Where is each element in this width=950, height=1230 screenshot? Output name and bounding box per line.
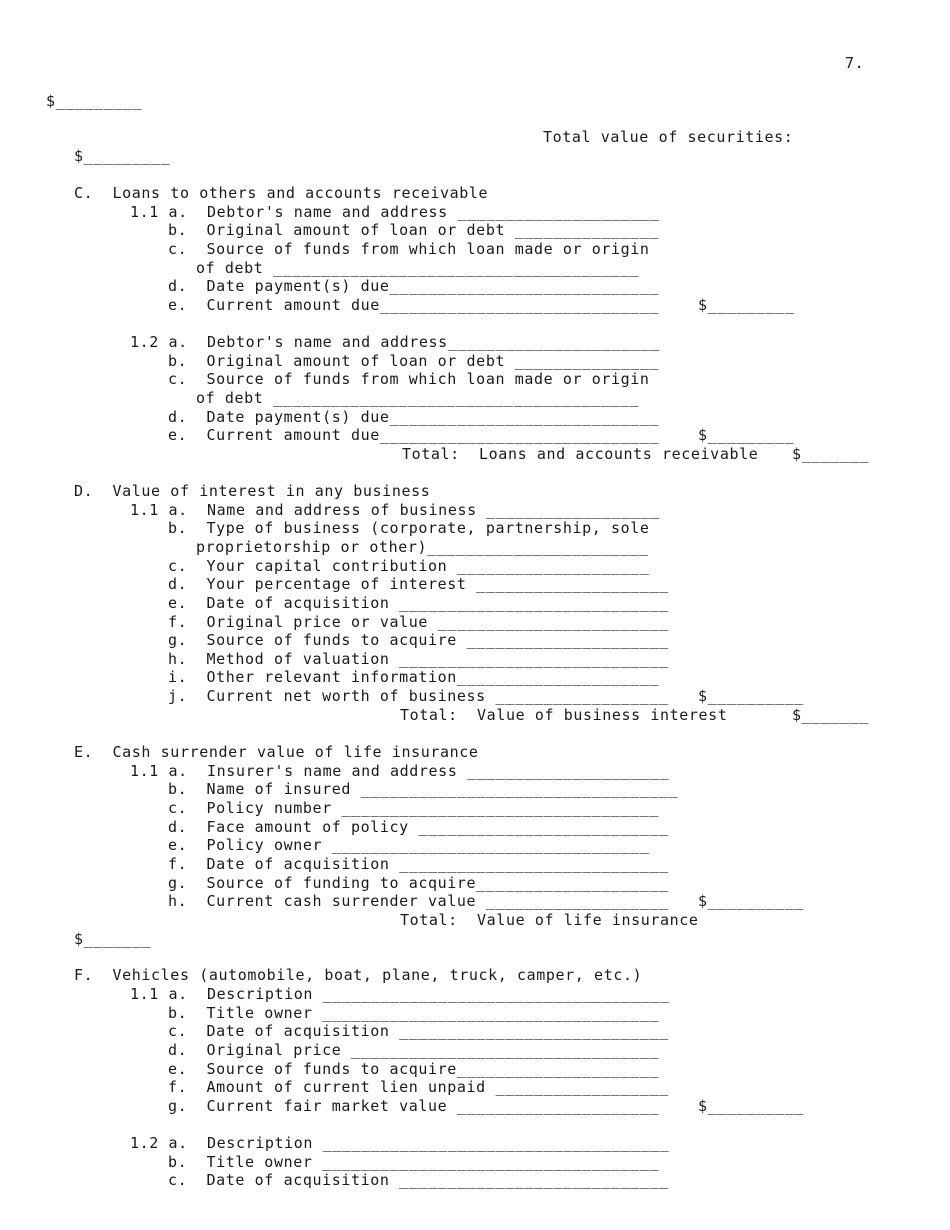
section-e-heading: E. Cash surrender value of life insurance xyxy=(74,743,479,761)
f-1-1-amount-blank[interactable]: $__________ xyxy=(698,1097,804,1115)
page-number: 7. xyxy=(845,54,865,72)
e-1-1-b-insured-name[interactable]: b. Name of insured _________________________________ xyxy=(168,780,679,798)
d-1-1-g-source-funds[interactable]: g. Source of funds to acquire _____________________ xyxy=(168,631,669,649)
f-1-1-f-lien-unpaid[interactable]: f. Amount of current lien unpaid __________________ xyxy=(168,1078,669,1096)
e-total-blank[interactable]: $_______ xyxy=(74,930,152,948)
c-1-1-c-source-funds: c. Source of funds from which loan made or origin xyxy=(168,240,650,258)
d-1-1-j-net-worth[interactable]: j. Current net worth of business __________________ xyxy=(168,687,669,705)
d-1-1-h-valuation-method[interactable]: h. Method of valuation ____________________________ xyxy=(168,650,669,668)
e-1-1-d-face-amount[interactable]: d. Face amount of policy __________________________ xyxy=(168,818,669,836)
c-1-1-c-of-debt[interactable]: of debt ______________________________________ xyxy=(196,259,640,277)
c-1-2-c-of-debt[interactable]: of debt ______________________________________ xyxy=(196,389,640,407)
c-1-1-b-original-amount[interactable]: b. Original amount of loan or debt _______________ xyxy=(168,221,660,239)
d-1-1-a-business-name[interactable]: 1.1 a. Name and address of business __________________ xyxy=(130,501,660,519)
c-1-1-amount-blank[interactable]: $_________ xyxy=(698,296,795,314)
c-1-2-c-source-funds: c. Source of funds from which loan made or origin xyxy=(168,370,650,388)
section-f-heading: F. Vehicles (automobile, boat, plane, truck, camper, etc.) xyxy=(74,966,643,984)
d-1-1-i-other-info[interactable]: i. Other relevant information_____________________ xyxy=(168,668,660,686)
c-1-2-a-debtor-name[interactable]: 1.2 a. Debtor's name and address______________________ xyxy=(130,333,660,351)
f-1-1-c-date-acquisition[interactable]: c. Date of acquisition ____________________________ xyxy=(168,1022,669,1040)
d-1-1-b-business-type: b. Type of business (corporate, partnership, sole xyxy=(168,519,650,537)
d-1-1-c-capital[interactable]: c. Your capital contribution ____________________ xyxy=(168,557,650,575)
f-1-1-a-description[interactable]: 1.1 a. Description ____________________________________ xyxy=(130,985,670,1003)
e-1-1-h-cash-surrender[interactable]: h. Current cash surrender value ___________________ xyxy=(168,892,669,910)
f-1-1-g-fair-market-value[interactable]: g. Current fair market value _____________________ xyxy=(168,1097,660,1115)
f-1-1-d-original-price[interactable]: d. Original price ________________________________ xyxy=(168,1041,660,1059)
c-1-1-e-current-amount[interactable]: e. Current amount due_____________________________ xyxy=(168,296,660,314)
e-1-1-amount-blank[interactable]: $__________ xyxy=(698,892,804,910)
c-total-blank[interactable]: $_______ xyxy=(792,445,870,463)
d-1-1-e-date-acquisition[interactable]: e. Date of acquisition ____________________________ xyxy=(168,594,669,612)
e-1-1-e-policy-owner[interactable]: e. Policy owner _________________________________ xyxy=(168,836,650,854)
securities-total-blank[interactable]: $_________ xyxy=(74,147,171,165)
section-c-heading: C. Loans to others and accounts receivable xyxy=(74,184,489,202)
d-1-1-b-proprietorship[interactable]: proprietorship or other)_______________________ xyxy=(196,538,649,556)
d-1-1-d-percentage[interactable]: d. Your percentage of interest ____________________ xyxy=(168,575,669,593)
e-1-1-c-policy-number[interactable]: c. Policy number _________________________________ xyxy=(168,799,660,817)
e-1-1-g-source-funding[interactable]: g. Source of funding to acquire____________________ xyxy=(168,874,669,892)
c-1-2-b-original-amount[interactable]: b. Original amount of loan or debt _______________ xyxy=(168,352,660,370)
f-1-2-b-title-owner[interactable]: b. Title owner ___________________________________ xyxy=(168,1153,660,1171)
d-1-1-f-original-price[interactable]: f. Original price or value ________________________ xyxy=(168,613,669,631)
e-total-label: Total: Value of life insurance xyxy=(400,911,699,929)
top-amount-blank[interactable]: $_________ xyxy=(46,92,143,110)
c-1-2-d-date-payment[interactable]: d. Date payment(s) due____________________________ xyxy=(168,408,660,426)
c-1-2-amount-blank[interactable]: $_________ xyxy=(698,426,795,444)
d-total-label: Total: Value of business interest xyxy=(400,706,728,724)
d-1-1-amount-blank[interactable]: $__________ xyxy=(698,687,804,705)
e-1-1-f-date-acquisition[interactable]: f. Date of acquisition ____________________________ xyxy=(168,855,669,873)
c-1-2-e-current-amount[interactable]: e. Current amount due_____________________________ xyxy=(168,426,660,444)
c-1-1-d-date-payment[interactable]: d. Date payment(s) due____________________________ xyxy=(168,277,660,295)
c-total-label: Total: Loans and accounts receivable xyxy=(402,445,759,463)
section-d-heading: D. Value of interest in any business xyxy=(74,482,431,500)
f-1-1-e-source-funds[interactable]: e. Source of funds to acquire_____________________ xyxy=(168,1060,660,1078)
e-1-1-a-insurer-name[interactable]: 1.1 a. Insurer's name and address _____________________ xyxy=(130,762,670,780)
f-1-1-b-title-owner[interactable]: b. Title owner ___________________________________ xyxy=(168,1004,660,1022)
f-1-2-c-date-acquisition[interactable]: c. Date of acquisition ____________________________ xyxy=(168,1171,669,1189)
c-1-1-a-debtor-name[interactable]: 1.1 a. Debtor's name and address _____________________ xyxy=(130,203,660,221)
f-1-2-a-description[interactable]: 1.2 a. Description ____________________________________ xyxy=(130,1134,670,1152)
securities-total-label: Total value of securities: xyxy=(543,128,794,146)
d-total-blank[interactable]: $_______ xyxy=(792,706,870,724)
